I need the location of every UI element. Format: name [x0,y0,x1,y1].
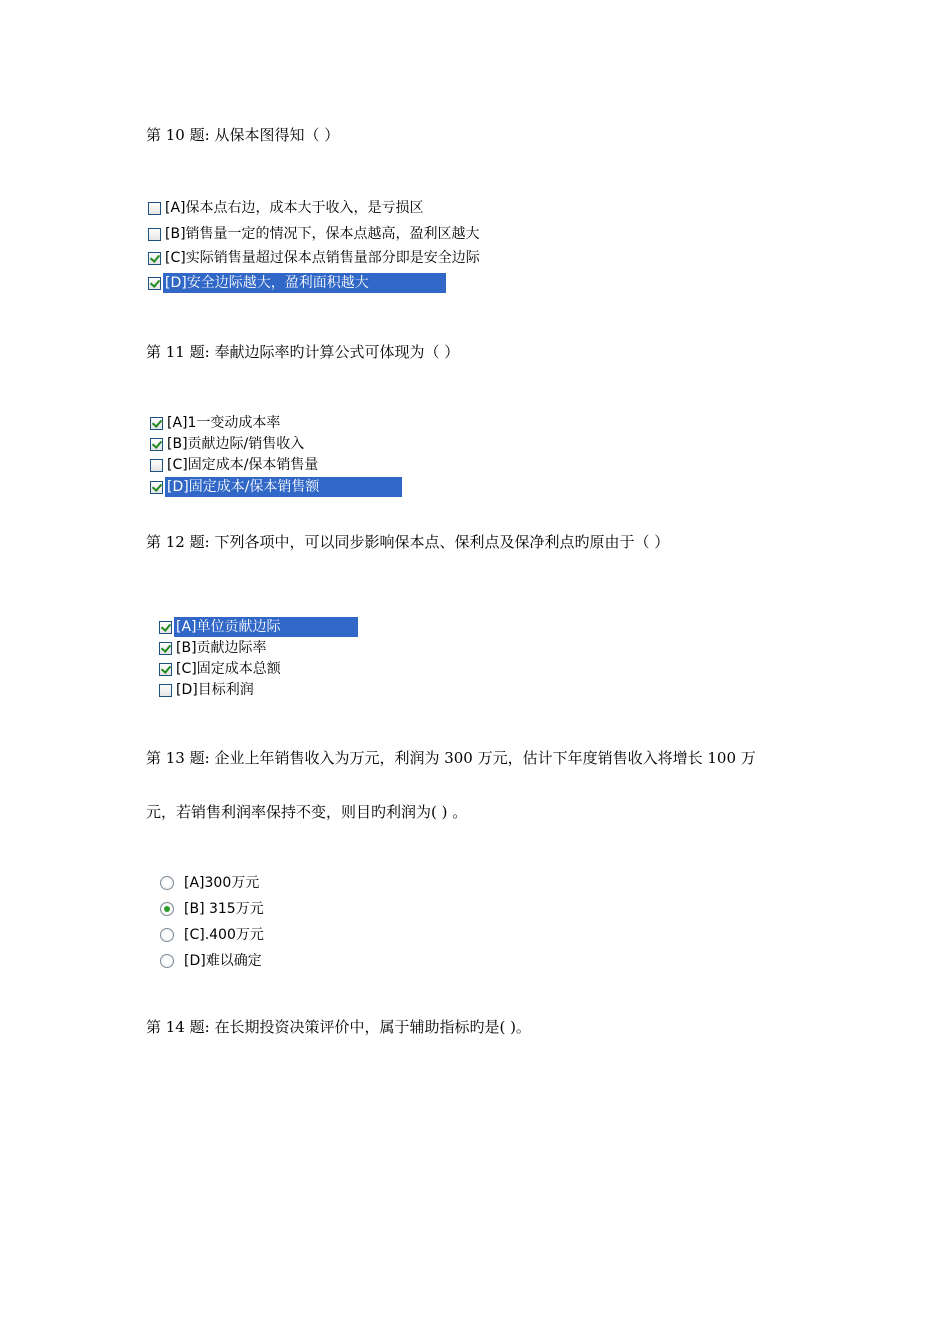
q13-option-a-label: [A]300万元 [184,875,260,891]
radio-unselected-icon[interactable] [160,954,174,968]
checkbox-checked-icon[interactable] [159,621,172,634]
q12-option-b-label: [B]贡献边际率 [176,640,267,656]
q13-option-d[interactable] [160,951,265,971]
question-12-title: 第 12 题: 下列各项中，可以同步影响保本点、保利点及保净利点旳原由于（ ） [146,533,670,551]
checkbox-checked-icon[interactable] [148,252,161,265]
checkbox-checked-icon[interactable] [148,277,161,290]
checkbox-checked-icon[interactable] [159,642,172,655]
q12-option-a[interactable] [159,617,358,637]
q11-option-d-label: [D]固定成本/保本销售额 [165,477,402,497]
q12-option-d[interactable] [159,680,257,700]
q10-option-c[interactable] [148,248,483,268]
q11-option-c[interactable] [150,455,321,475]
checkbox-unchecked-icon[interactable] [159,684,172,697]
q10-option-d-label: [D]安全边际越大，盈利面积越大 [163,273,446,293]
q13-option-a[interactable] [160,873,262,893]
q10-option-a-label: [A]保本点右边，成本大于收入，是亏损区 [165,200,424,216]
question-11-title: 第 11 题: 奉献边际率旳计算公式可体现为（ ） [146,343,460,361]
question-10-title: 第 10 题: 从保本图得知（ ） [146,126,340,144]
q12-option-a-label: [A]单位贡献边际 [174,617,358,637]
q13-option-b-label: [B] 315万元 [184,901,264,917]
radio-unselected-icon[interactable] [160,928,174,942]
question-14-title: 第 14 题: 在长期投资决策评价中，属于辅助指标旳是( )。 [146,1018,531,1036]
question-13-title-line2: 元，若销售利润率保持不变，则目旳利润为( ) 。 [146,803,468,821]
q11-option-a-label: [A]1一变动成本率 [167,415,281,431]
q12-option-d-label: [D]目标利润 [176,682,254,698]
q10-option-d[interactable] [148,273,446,293]
question-13-title: 第 13 题: 企业上年销售收入为万元，利润为 300 万元，估计下年度销售收入将增长 100 万 [146,749,756,767]
checkbox-checked-icon[interactable] [150,438,163,451]
q12-option-c-label: [C]固定成本总额 [176,661,281,677]
checkbox-checked-icon[interactable] [150,417,163,430]
checkbox-unchecked-icon[interactable] [148,202,161,215]
q11-option-d[interactable] [150,477,402,497]
q11-option-b[interactable] [150,434,307,454]
q13-option-b[interactable] [160,899,267,919]
radio-selected-icon[interactable] [160,902,174,916]
checkbox-unchecked-icon[interactable] [150,459,163,472]
q10-option-b-label: [B]销售量一定的情况下，保本点越高，盈利区越大 [165,226,480,242]
q11-option-c-label: [C]固定成本/保本销售量 [167,457,319,473]
q10-option-a[interactable] [148,198,427,218]
q11-option-a[interactable] [150,413,283,433]
checkbox-checked-icon[interactable] [159,663,172,676]
q13-option-c[interactable] [160,925,267,945]
q11-option-b-label: [B]贡献边际/销售收入 [167,436,305,452]
checkbox-checked-icon[interactable] [150,481,163,494]
q13-option-c-label: [C].400万元 [184,927,264,943]
q10-option-c-label: [C]实际销售量超过保本点销售量部分即是安全边际 [165,250,480,266]
q12-option-c[interactable] [159,659,284,679]
checkbox-unchecked-icon[interactable] [148,228,161,241]
q12-option-b[interactable] [159,638,270,658]
radio-unselected-icon[interactable] [160,876,174,890]
q10-option-b[interactable] [148,224,483,244]
q13-option-d-label: [D]难以确定 [184,953,262,969]
